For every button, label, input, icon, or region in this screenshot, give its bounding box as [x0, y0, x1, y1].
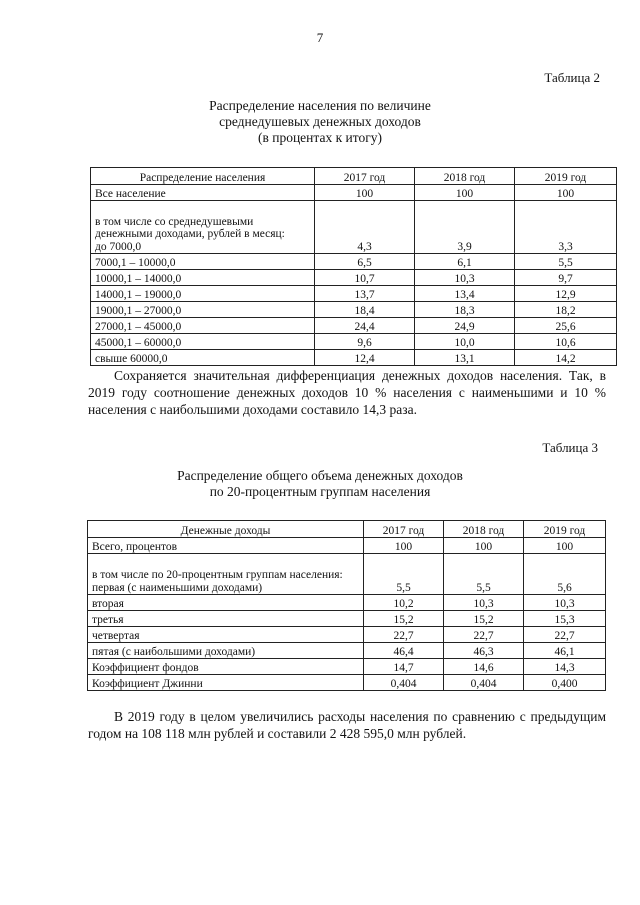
table-row	[88, 538, 606, 554]
cell-value: 10,3	[524, 595, 606, 611]
cell-value: 12,4	[315, 350, 415, 366]
cell-value: 46,4	[364, 643, 444, 659]
row-label: вторая	[88, 595, 364, 611]
table-row	[91, 270, 617, 286]
table2-title	[0, 98, 640, 146]
table2-title-line: среднедушевых денежных доходов	[219, 114, 421, 129]
table-row	[88, 611, 606, 627]
paragraph-text: Сохраняется значительная дифференциация денежных доходов населения. Так, в 2019 году соотношение денежных доходов 10 % населения с наименьшими и 10 % населения с наибольшими доходами составило 14,3 раза.	[88, 368, 606, 417]
column-header: Распределение населения	[91, 168, 315, 185]
cell-value: 4,3	[315, 201, 415, 254]
cell-value: 25,6	[515, 318, 617, 334]
cell-value: 18,2	[515, 302, 617, 318]
cell-value: 22,7	[444, 627, 524, 643]
cell-value: 5,5	[444, 554, 524, 595]
cell-value: 3,3	[515, 201, 617, 254]
cell-value: 22,7	[524, 627, 606, 643]
row-label: Коэффициент фондов	[88, 659, 364, 675]
table-row	[88, 595, 606, 611]
cell-value: 100	[364, 538, 444, 554]
table3	[87, 520, 606, 691]
cell-value: 22,7	[364, 627, 444, 643]
table-row	[91, 254, 617, 270]
cell-value: 14,3	[524, 659, 606, 675]
cell-value: 5,5	[364, 554, 444, 595]
row-label: 27000,1 – 45000,0	[91, 318, 315, 334]
row-label: в том числе по 20-процентным группам населения: первая (с наименьшими доходами)	[88, 554, 364, 595]
table3-label: Таблица 3	[542, 440, 598, 455]
row-label: в том числе со среднедушевыми денежными доходами, рублей в месяц: до 7000,0	[91, 201, 315, 254]
cell-value: 0,404	[444, 675, 524, 691]
cell-value: 12,9	[515, 286, 617, 302]
row-label: пятая (с наибольшими доходами)	[88, 643, 364, 659]
cell-value: 13,1	[415, 350, 515, 366]
cell-value: 10,3	[444, 595, 524, 611]
row-label: третья	[88, 611, 364, 627]
cell-value: 100	[524, 538, 606, 554]
paragraph-text: В 2019 году в целом увеличились расходы населения по сравнению с предыдущим годом на 108 118 млн рублей и составили 2 428 595,0 млн рублей.	[88, 709, 606, 741]
column-header: 2018 год	[415, 168, 515, 185]
cell-value: 5,5	[515, 254, 617, 270]
column-header: 2017 год	[364, 521, 444, 538]
cell-value: 0,400	[524, 675, 606, 691]
row-label: 7000,1 – 10000,0	[91, 254, 315, 270]
row-label: Коэффициент Джинни	[88, 675, 364, 691]
row-label: 14000,1 – 19000,0	[91, 286, 315, 302]
cell-value: 14,2	[515, 350, 617, 366]
cell-value: 15,3	[524, 611, 606, 627]
table2-title-line: (в процентах к итогу)	[257, 130, 382, 145]
cell-value: 14,6	[444, 659, 524, 675]
row-label: 45000,1 – 60000,0	[91, 334, 315, 350]
cell-value: 100	[515, 185, 617, 201]
cell-value: 13,7	[315, 286, 415, 302]
cell-value: 24,9	[415, 318, 515, 334]
table-row	[91, 185, 617, 201]
cell-value: 15,2	[364, 611, 444, 627]
table-header-row	[91, 168, 617, 185]
cell-value: 6,5	[315, 254, 415, 270]
cell-value: 100	[444, 538, 524, 554]
row-label: 10000,1 – 14000,0	[91, 270, 315, 286]
cell-value: 9,7	[515, 270, 617, 286]
cell-value: 3,9	[415, 201, 515, 254]
column-header: 2018 год	[444, 521, 524, 538]
table-row	[88, 627, 606, 643]
paragraph-differentiation	[88, 367, 606, 418]
row-label: 19000,1 – 27000,0	[91, 302, 315, 318]
cell-value: 5,6	[524, 554, 606, 595]
table2-label: Таблица 2	[544, 70, 600, 85]
column-header: 2019 год	[524, 521, 606, 538]
table2-title-line: Распределение населения по величине	[209, 98, 431, 113]
cell-value: 46,3	[444, 643, 524, 659]
cell-value: 10,6	[515, 334, 617, 350]
cell-value: 13,4	[415, 286, 515, 302]
cell-value: 24,4	[315, 318, 415, 334]
table-row	[91, 350, 617, 366]
paragraph-expenses	[88, 708, 606, 742]
table3-title-line: Распределение общего объема денежных доходов	[177, 468, 463, 483]
table-row	[91, 302, 617, 318]
table-row	[91, 318, 617, 334]
cell-value: 100	[415, 185, 515, 201]
table2	[90, 167, 617, 366]
table-row	[91, 286, 617, 302]
cell-value: 18,3	[415, 302, 515, 318]
table3-title	[0, 468, 640, 500]
cell-value: 10,0	[415, 334, 515, 350]
cell-value: 100	[315, 185, 415, 201]
table-header-row	[88, 521, 606, 538]
row-label: Все население	[91, 185, 315, 201]
table-row	[88, 643, 606, 659]
cell-value: 9,6	[315, 334, 415, 350]
cell-value: 0,404	[364, 675, 444, 691]
table-row	[91, 201, 617, 254]
row-label: четвертая	[88, 627, 364, 643]
cell-value: 14,7	[364, 659, 444, 675]
cell-value: 46,1	[524, 643, 606, 659]
cell-value: 10,2	[364, 595, 444, 611]
table-row	[91, 334, 617, 350]
row-label: свыше 60000,0	[91, 350, 315, 366]
page-number: 7	[316, 30, 324, 45]
table-row	[88, 554, 606, 595]
column-header: Денежные доходы	[88, 521, 364, 538]
cell-value: 6,1	[415, 254, 515, 270]
cell-value: 18,4	[315, 302, 415, 318]
row-label: Всего, процентов	[88, 538, 364, 554]
cell-value: 15,2	[444, 611, 524, 627]
table-row	[88, 675, 606, 691]
column-header: 2019 год	[515, 168, 617, 185]
table3-title-line: по 20-процентным группам населения	[209, 484, 431, 499]
table-row	[88, 659, 606, 675]
cell-value: 10,7	[315, 270, 415, 286]
column-header: 2017 год	[315, 168, 415, 185]
cell-value: 10,3	[415, 270, 515, 286]
